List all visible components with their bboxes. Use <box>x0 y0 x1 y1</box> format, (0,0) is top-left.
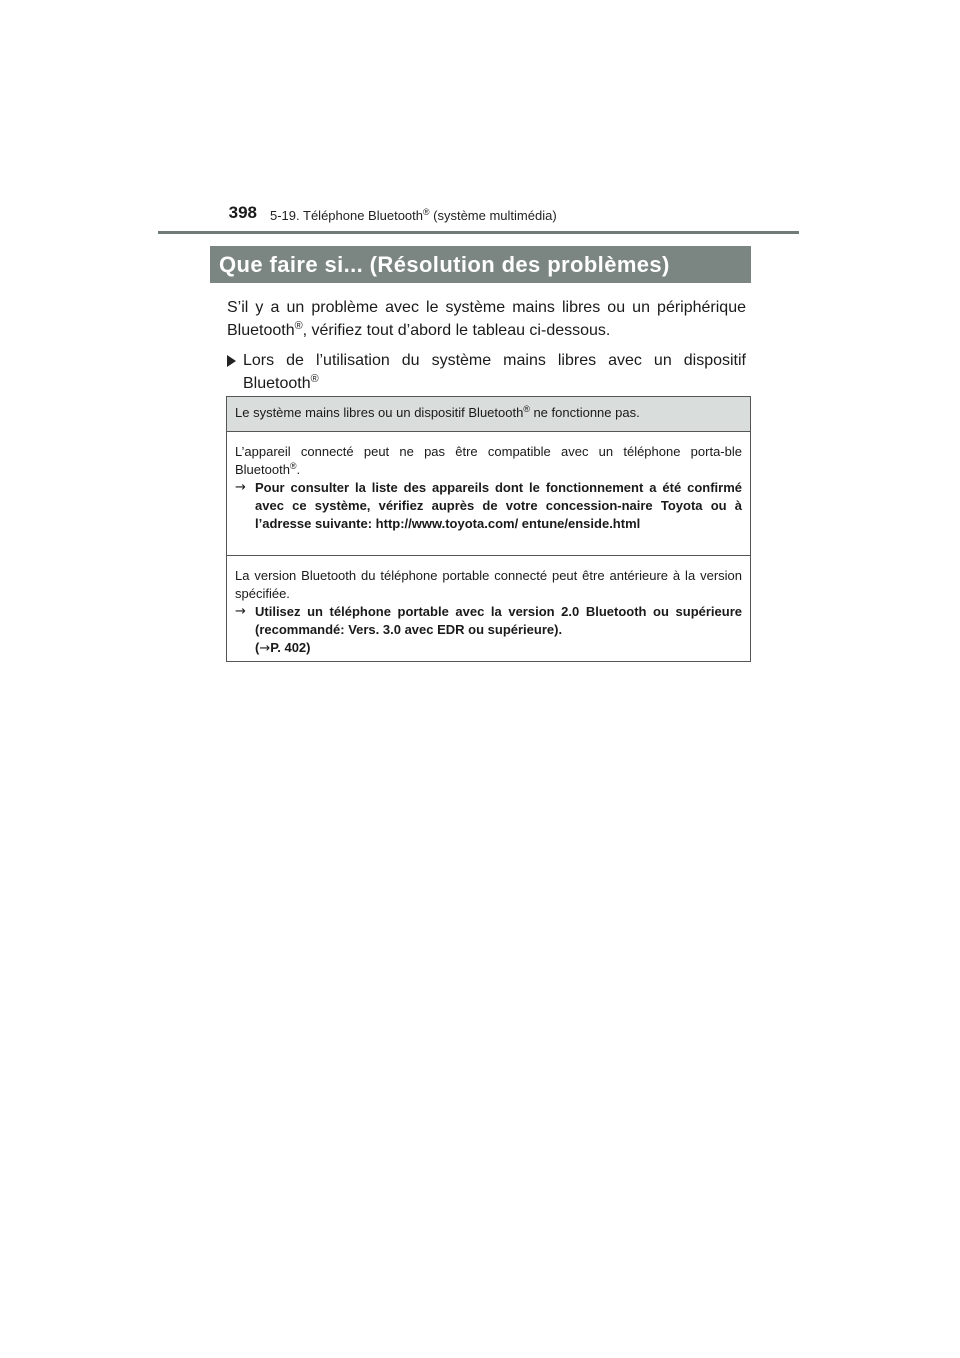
registered-mark: ® <box>523 404 530 415</box>
bullet-item <box>227 349 746 395</box>
intro-text-2: , vérifiez tout d’abord le tableau ci-dessous. <box>302 322 611 339</box>
cause-text-1: L’appareil connecté peut ne pas être compatible avec un téléphone porta-ble Bluetooth <box>235 444 742 477</box>
intro-paragraph <box>227 296 746 342</box>
table-row <box>227 432 750 555</box>
registered-mark: ® <box>289 461 297 472</box>
table-header <box>227 397 750 432</box>
bullet-text <box>243 349 746 395</box>
troubleshooting-table <box>226 396 751 662</box>
section-banner: Que faire si... (Résolution des problèmes) <box>210 246 751 283</box>
table-header-text-2: ne fonctionne pas. <box>529 405 640 420</box>
table-header-text-1: Le système mains libres ou un dispositif Bluetooth <box>235 405 524 420</box>
section-title-prefix: 5-19. Téléphone Bluetooth <box>270 208 423 223</box>
ref-open: ( <box>255 640 260 655</box>
page-number: 398 <box>228 203 257 222</box>
registered-mark: ® <box>310 373 319 386</box>
bullet-text-main: Lors de l’utilisation du système mains libres avec un dispositif Bluetooth <box>243 352 746 392</box>
ref-page: P. 402) <box>270 640 311 655</box>
triangle-bullet-icon <box>227 355 236 367</box>
table-row <box>227 555 750 661</box>
registered-mark: ® <box>294 320 303 333</box>
remedy-text-main: Utilisez un téléphone portable avec la version 2.0 Bluetooth ou supérieure (recommandé: Vers. 3.0 avec EDR ou supérieure). <box>255 604 742 637</box>
cause-text-2: . <box>296 462 301 477</box>
remedy-text <box>235 479 742 533</box>
header-rule <box>158 231 799 234</box>
intro-text-1: S’il y a un problème avec le système mains libres ou un périphérique Bluetooth <box>227 299 746 339</box>
cause-text: La version Bluetooth du téléphone portable connecté peut être antérieure à la version spécifiée. <box>235 568 742 601</box>
page-reference <box>255 640 311 655</box>
arrow-right-icon: → <box>259 641 271 656</box>
arrow-right-icon: → <box>235 604 246 619</box>
remedy-text-main: Pour consulter la liste des appareils dont le fonctionnement a été confirmé avec ce système, vérifiez auprès de votre concession-naire Toyota ou à l’adresse suivante: http://www.toyota.com/ entune/enside.html <box>255 480 742 531</box>
remedy-text <box>235 603 742 658</box>
arrow-right-icon: → <box>235 480 246 495</box>
cause-text <box>235 443 742 479</box>
section-title <box>270 208 557 223</box>
registered-mark: ® <box>423 207 430 218</box>
page-header <box>0 0 960 240</box>
section-title-suffix: (système multimédia) <box>429 208 557 223</box>
